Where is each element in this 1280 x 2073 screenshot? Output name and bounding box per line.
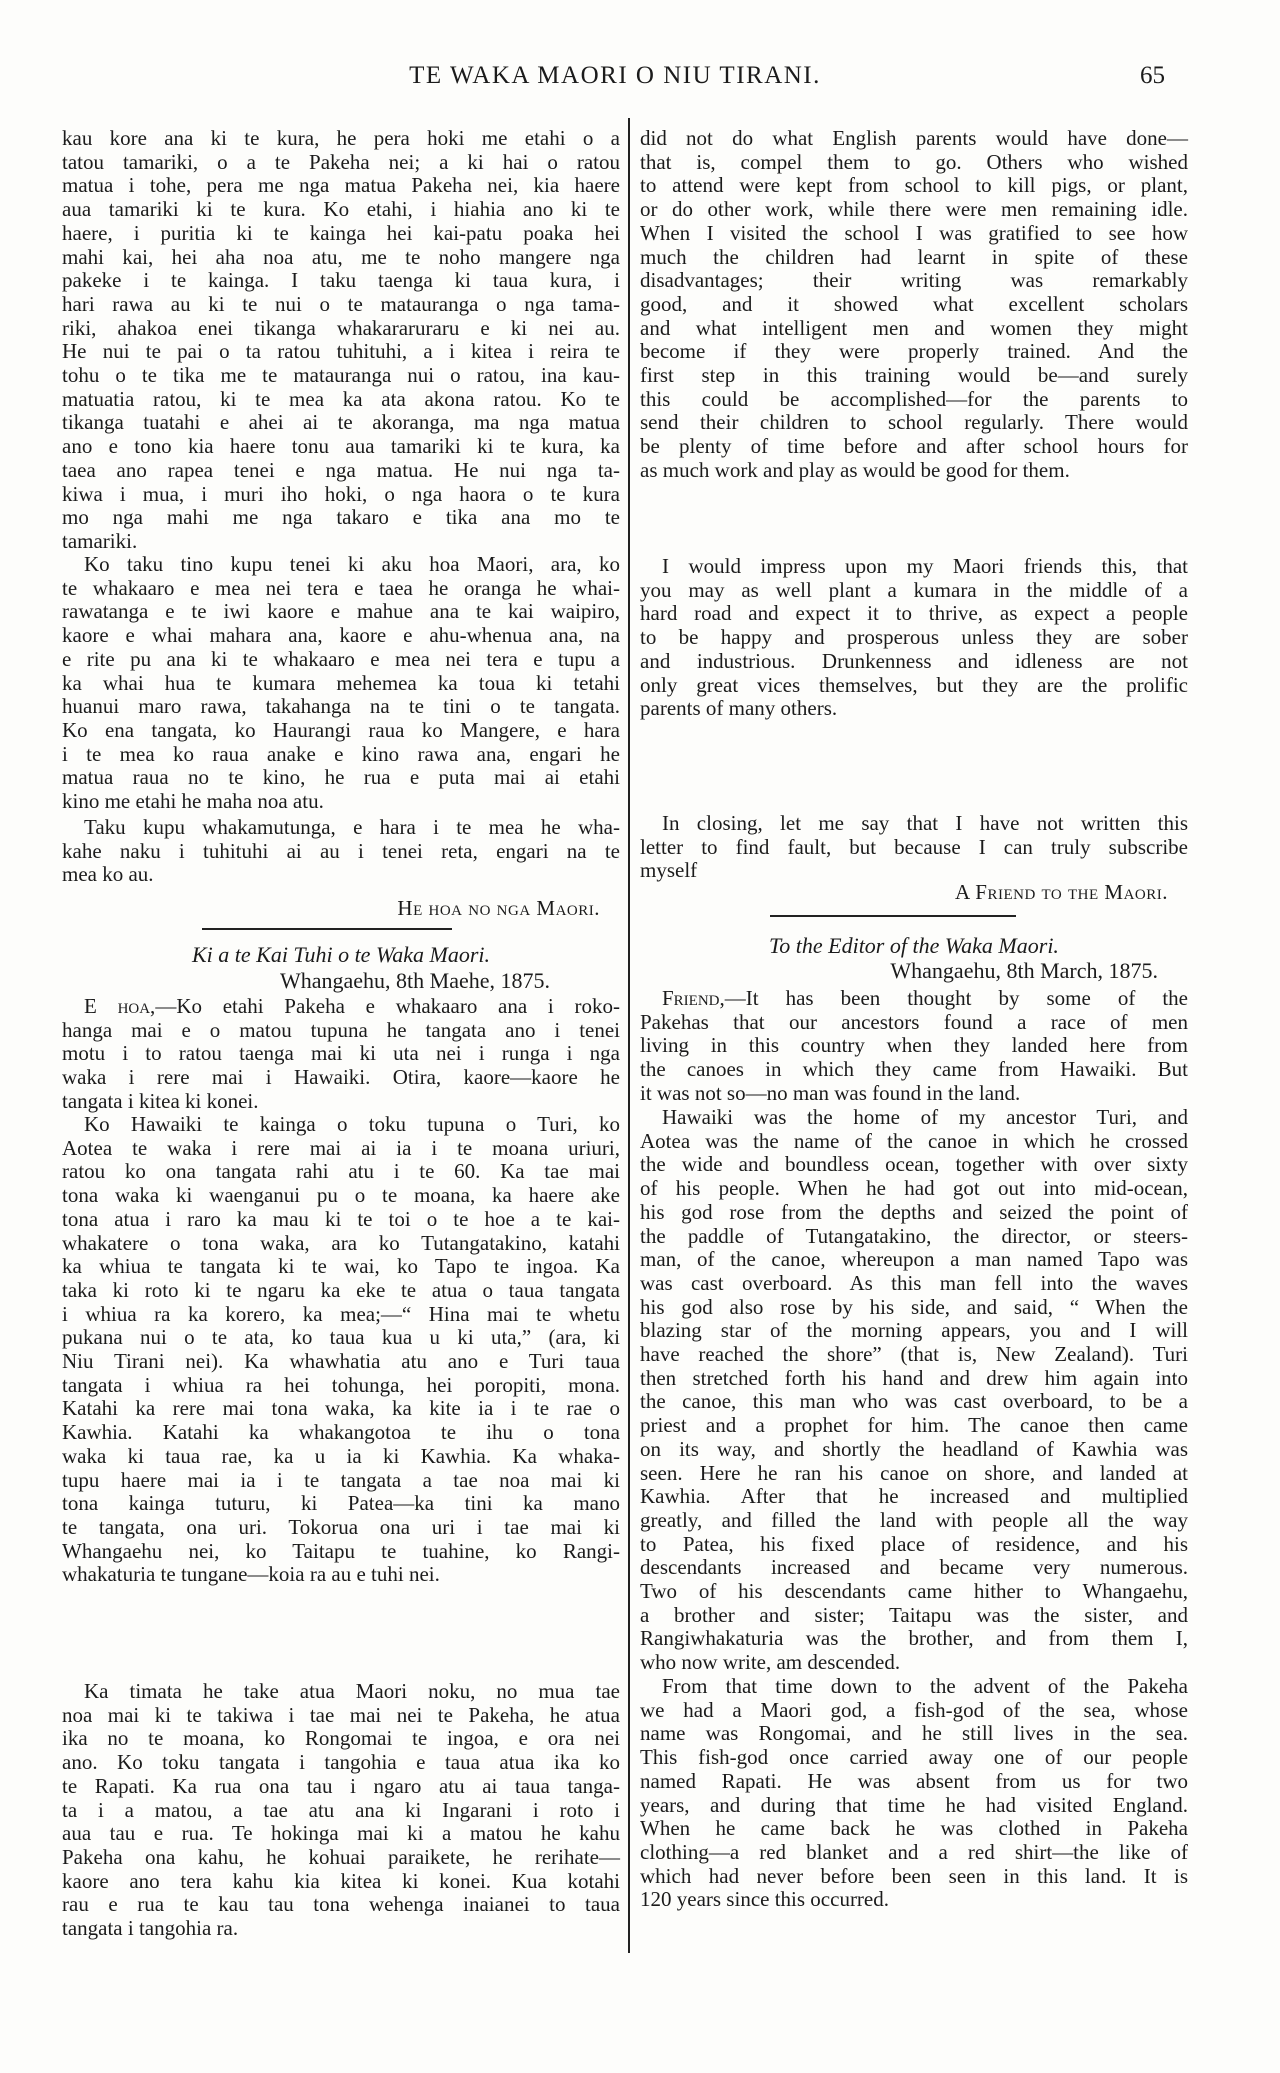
- text-line: kaore e whai mahara ana, kaore e ahu-whenua ana, na: [62, 623, 620, 648]
- text-line: a brother and sister; Taitapu was the sister, and: [640, 1602, 1188, 1627]
- text-line: greatly, and filled the land with people all the way: [640, 1507, 1188, 1532]
- text-line: mea ko au.: [62, 862, 154, 887]
- text-line: good, and it showed what excellent scholars: [640, 291, 1188, 316]
- text-line: and industrious. Drunkenness and idleness are not: [640, 648, 1188, 673]
- text-line: then stretched forth his hand and drew him again into: [640, 1365, 1188, 1390]
- text-line: In closing, let me say that I have not written this: [662, 811, 1188, 835]
- text-line: his god rose from the depths and seized the point of: [640, 1199, 1188, 1224]
- text-line: mo nga mahi me nga takaro e tika ana mo te: [62, 505, 620, 530]
- text-line: tohu o te tika me te matauranga nui o ratou, ina kau-: [62, 363, 620, 388]
- text-line: be plenty of time before and after school hours for: [640, 434, 1188, 459]
- text-line: which had never before been seen in this land. It is: [640, 1863, 1188, 1888]
- text-line: When I visited the school I was gratified to see how: [640, 220, 1188, 245]
- paragraph: [62, 1113, 620, 1587]
- text-line: tupu haere mai ia i te tangata a tae noa mai ki: [62, 1467, 620, 1492]
- text-line: Ko ena tangata, ko Haurangi raua ko Mangere, e hara: [62, 717, 620, 742]
- text-line: his god also rose by his side, and said, “ When the: [640, 1294, 1188, 1319]
- text-line: tona kainga tuturu, ki Patea—ka tini ka mano: [62, 1491, 620, 1516]
- paragraph: [62, 553, 620, 814]
- text-line: ano e tono kia haere tonu aua tamariki ki te kura, ka: [62, 434, 620, 459]
- text-line: tatou tamariki, o a te Pakeha nei; a ki hai o ratou: [62, 149, 620, 174]
- paragraph: [640, 1106, 1188, 1675]
- text-line: man, of the canoe, whereupon a man named Tapo was: [640, 1247, 1188, 1272]
- text-line: When he came back he was clothed in Pakeha: [640, 1816, 1188, 1841]
- text-line: [640, 987, 1188, 1011]
- salutation: E hoa,: [84, 994, 156, 1018]
- letter-heading: Ki a te Kai Tuhi o te Waka Maori.: [191, 942, 491, 967]
- text-line: matua i tohe, pera me nga matua Pakeha nei, kia haere: [62, 173, 620, 198]
- text-line: to be happy and prosperous unless they are sober: [640, 625, 1188, 650]
- text-line: have reached the shore” (that is, New Zealand). Turi: [640, 1342, 1188, 1367]
- signature: A Friend to the Maori.: [955, 880, 1168, 904]
- text-line: the wide and boundless ocean, together with over sixty: [640, 1152, 1188, 1177]
- text-line: rawatanga e te iwi kaore e mahue ana te kai waipiro,: [62, 599, 620, 624]
- line-text: —Ko etahi Pakeha e whakaaro ana i roko-: [155, 994, 620, 1018]
- text-line: pakeke i te kainga. I taku taenga ki taua kura, i: [62, 268, 620, 293]
- text-line: letter to find fault, but because I can truly subscribe: [640, 834, 1188, 859]
- text-line: whakaturia te tungane—koia ra au e tuhi nei.: [62, 1562, 440, 1587]
- text-line: parents of many others.: [640, 696, 838, 721]
- text-line: blazing star of the morning appears, you and I will: [640, 1318, 1188, 1343]
- paragraph: [62, 1680, 620, 1941]
- text-line: kiwa i mua, i muri iho hoki, o nga haora o te kura: [62, 481, 620, 506]
- text-line: did not do what English parents would have done—: [640, 126, 1188, 150]
- section-rule: [770, 915, 1016, 917]
- text-line: tikanga tuatahi e ahei ai te akoranga, ma nga matua: [62, 410, 620, 435]
- text-line: kau kore ana ki te kura, he pera hoki me etahi o a: [62, 126, 620, 150]
- text-line: rau e rua te kau tau tona wehenga inaianei to taua: [62, 1892, 620, 1917]
- text-line: descendants increased and became very numerous.: [640, 1555, 1188, 1580]
- text-line: te whakaaro e mea nei tera e taea he oranga he whai-: [62, 575, 620, 600]
- text-line: clothing—a red blanket and a red shirt—the like of: [640, 1839, 1188, 1864]
- text-line: kino me etahi he maha noa atu.: [62, 789, 324, 814]
- paragraph: [640, 555, 1188, 721]
- text-line: become if they were properly trained. And the: [640, 339, 1188, 364]
- page-number: 65: [1140, 62, 1165, 89]
- text-line: was cast overboard. As this man fell into the waves: [640, 1270, 1188, 1295]
- signature: He hoa no nga Maori.: [397, 896, 600, 920]
- text-line: tona atua i raro ka mau ki te toi o te hoe a te kai-: [62, 1206, 620, 1231]
- text-line: this could be accomplished—for the parents to: [640, 386, 1188, 411]
- text-line: waka ki taua rae, ka u ia ki Kawhia. Ka whaka-: [62, 1443, 620, 1468]
- text-line: that is, compel them to go. Others who wished: [640, 149, 1188, 174]
- text-line: He nui te pai o ta ratou tuhituhi, a i kitea i reira te: [62, 339, 620, 364]
- text-line: only great vices themselves, but they are the prolific: [640, 672, 1188, 697]
- text-line: whakatere o tona waka, ara ko Tutangatakino, katahi: [62, 1230, 620, 1255]
- text-line: who now write, am descended.: [640, 1650, 901, 1675]
- text-line: Rangiwhakaturia was the brother, and from them I,: [640, 1626, 1188, 1651]
- text-line: mahi kai, hei aha noa atu, me te noho mangere nga: [62, 244, 620, 269]
- text-line: much the children had learnt in spite of these: [640, 244, 1188, 269]
- text-line: Taku kupu whakamutunga, e hara i te mea he wha-: [84, 815, 620, 839]
- text-line: living in this country when they landed here from: [640, 1033, 1188, 1058]
- text-line: Kawhia. After that he increased and multiplied: [640, 1484, 1188, 1509]
- text-line: From that time down to the advent of the Pakeha: [662, 1674, 1188, 1698]
- text-line: matuatia ratou, ki te mea ka ata akona ratou. Ko te: [62, 386, 620, 411]
- text-line: hard road and expect it to thrive, as expect a people: [640, 601, 1188, 626]
- text-line: haere, i puritia ki te kainga hei kai-patu poaka hei: [62, 220, 620, 245]
- text-line: seen. Here he ran his canoe on shore, and landed at: [640, 1460, 1188, 1485]
- text-line: tangata i whiua ra hei tohunga, hei poropiti, mona.: [62, 1372, 620, 1397]
- dateline: Whangaehu, 8th March, 1875.: [890, 958, 1158, 983]
- text-line: as much work and play as would be good for them.: [640, 457, 1070, 482]
- column-divider: [628, 118, 630, 1953]
- text-line: or do other work, while there were men remaining idle.: [640, 197, 1188, 222]
- paragraph: [640, 127, 1188, 483]
- text-line: Hawaiki was the home of my ancestor Turi, and: [662, 1105, 1188, 1129]
- text-line: 120 years since this occurred.: [640, 1887, 889, 1912]
- text-line: ka whai hua te kumara mehemea ka toua ki tetahi: [62, 670, 620, 695]
- salutation: Friend,: [662, 986, 725, 1010]
- section-rule: [202, 928, 452, 930]
- text-line: Aotea was the name of the canoe in which he crossed: [640, 1128, 1188, 1153]
- text-line: te tangata, ona uri. Tokorua ona uri i tae mai ki: [62, 1514, 620, 1539]
- text-line: on its way, and shortly the headland of Kawhia was: [640, 1436, 1188, 1461]
- paragraph: [62, 127, 620, 554]
- text-line: the paddle of Tutangatakino, the director, or steers-: [640, 1223, 1188, 1248]
- text-line: tona waka ki waenganui pu o te moana, ka haere ake: [62, 1183, 620, 1208]
- text-line: motu i to ratou taenga mai ki uta nei i runga i nga: [62, 1041, 620, 1066]
- text-line: disadvantages; their writing was remarkably: [640, 268, 1188, 293]
- text-line: Aotea te waka i rere mai ai ia i te moana uriuri,: [62, 1135, 620, 1160]
- text-line: name was Rongomai, and he still lives in the sea.: [640, 1721, 1188, 1746]
- text-line: Ko Hawaiki te kainga o toku tupuna o Turi, ko: [84, 1112, 620, 1136]
- text-line: tamariki.: [62, 528, 138, 553]
- text-line: Niu Tirani nei). Ka whawhatia atu ano e Turi taua: [62, 1349, 620, 1374]
- text-line: aua tamariki ki te kura. Ko etahi, i hiahia ano ki te: [62, 197, 620, 222]
- text-line: we had a Maori god, a fish-god of the sea, whose: [640, 1697, 1188, 1722]
- text-line: ratou ko ona tangata rahi atu i te 60. Ka tae mai: [62, 1159, 620, 1184]
- text-line: Ko taku tino kupu tenei ki aku hoa Maori, ara, ko: [84, 552, 620, 576]
- text-line: the canoe, this man who was cast overboard, to be a: [640, 1389, 1188, 1414]
- text-line: Ka timata he take atua Maori noku, no mua tae: [84, 1679, 620, 1703]
- text-line: e rite pu ana ki te whakaaro e mea nei tera e tupu a: [62, 646, 620, 671]
- text-line: it was not so—no man was found in the land.: [640, 1080, 1021, 1105]
- text-line: taea ano rapea tenei e nga matua. He nui nga ta-: [62, 457, 620, 482]
- text-line: priest and a prophet for him. The canoe then came: [640, 1413, 1188, 1438]
- text-line: hanga mai e o matou tupuna he tangata ano i tenei: [62, 1017, 620, 1042]
- text-line: to attend were kept from school to kill pigs, or plant,: [640, 173, 1188, 198]
- text-line: myself: [640, 858, 698, 883]
- text-line: tangata i kitea ki konei.: [62, 1088, 259, 1113]
- text-line: of his people. When he had got out into mid-ocean,: [640, 1176, 1188, 1201]
- text-line: years, and during that time he had visited England.: [640, 1792, 1188, 1817]
- text-line: named Rapati. He was absent from us for two: [640, 1768, 1188, 1793]
- text-line: [62, 995, 620, 1019]
- line-text: —It has been thought by some of the: [724, 986, 1188, 1010]
- text-line: the canoes in which they came from Hawaiki. But: [640, 1057, 1188, 1082]
- text-line: Two of his descendants came hither to Whangaehu,: [640, 1579, 1188, 1604]
- text-line: taka ki roto ki te ngaru ka eke te atua o taua tangata: [62, 1277, 620, 1302]
- text-line: i te mea ko raua anake e kino rawa ana, engari he: [62, 741, 620, 766]
- text-line: te Rapati. Ka rua ona tau i ngaro atu ai taua tanga-: [62, 1773, 620, 1798]
- paragraph: [640, 812, 1188, 883]
- text-line: I would impress upon my Maori friends this, that: [662, 554, 1188, 578]
- text-line: you may as well plant a kumara in the middle of a: [640, 577, 1188, 602]
- paragraph: [62, 816, 620, 887]
- publication-title: TE WAKA MAORI O NIU TIRANI.: [409, 62, 821, 89]
- text-line: Pakeha ona kahu, he kohuai paraikete, he rerihate—: [62, 1844, 620, 1869]
- text-line: ka whiua te tangata ki te wai, ko Tapo te ingoa. Ka: [62, 1254, 620, 1279]
- text-line: kaore ano tera kahu kia kitea ki konei. Kua kotahi: [62, 1868, 620, 1893]
- text-line: Pakehas that our ancestors found a race of men: [640, 1009, 1188, 1034]
- text-line: ta i a matou, a tae atu ana ki Ingarani i roto i: [62, 1797, 620, 1822]
- paragraph: [640, 1675, 1188, 1912]
- text-line: riki, ahakoa enei tikanga whakararuraru e ki nei au.: [62, 315, 620, 340]
- text-line: send their children to school regularly. There would: [640, 410, 1188, 435]
- text-line: i whiua ra ka korero, ka mea;—“ Hina mai te whetu: [62, 1301, 620, 1326]
- text-line: pukana nui o te ata, ko taua kua u ki uta,” (ara, ki: [62, 1325, 620, 1350]
- text-line: huanui maro rawa, takahanga na te tini o te tangata.: [62, 694, 620, 719]
- text-line: tangata i tangohia ra.: [62, 1916, 239, 1941]
- text-line: kahe naku i tuhituhi ai au i tenei reta, engari na te: [62, 838, 620, 863]
- text-line: aua tau e rua. Te hokinga mai ki a matou he kahu: [62, 1821, 620, 1846]
- paragraph: [640, 987, 1188, 1106]
- text-line: ano. Ko toku tangata i tangohia e taua atua ika ko: [62, 1750, 620, 1775]
- text-line: This fish-god once carried away one of our people: [640, 1745, 1188, 1770]
- letter-heading: To the Editor of the Waka Maori.: [769, 933, 1059, 958]
- text-line: noa mai ki te takiwa i tae mai nei te Pakeha, he atua: [62, 1702, 620, 1727]
- text-line: waka i rere mai i Hawaiki. Otira, kaore—kaore he: [62, 1065, 620, 1090]
- dateline: Whangaehu, 8th Maehe, 1875.: [279, 968, 550, 993]
- text-line: and what intelligent men and women they might: [640, 315, 1188, 340]
- text-line: to Patea, his fixed place of residence, and his: [640, 1531, 1188, 1556]
- text-line: ika no te moana, ko Rongomai te ingoa, e ora nei: [62, 1726, 620, 1751]
- text-line: Katahi ka rere mai tona waka, ka kite ia i te rae o: [62, 1396, 620, 1421]
- paragraph: [62, 995, 620, 1114]
- text-line: matua raua no te kino, he rua e puta mai ai etahi: [62, 765, 620, 790]
- text-line: hari rawa au ki te nui o te matauranga o nga tama-: [62, 291, 620, 316]
- text-line: Kawhia. Katahi ka whakangotoa te ihu o tona: [62, 1420, 620, 1445]
- text-line: Whangaehu nei, ko Taitapu te tuahine, ko Rangi-: [62, 1538, 620, 1563]
- text-line: first step in this training would be—and surely: [640, 363, 1188, 388]
